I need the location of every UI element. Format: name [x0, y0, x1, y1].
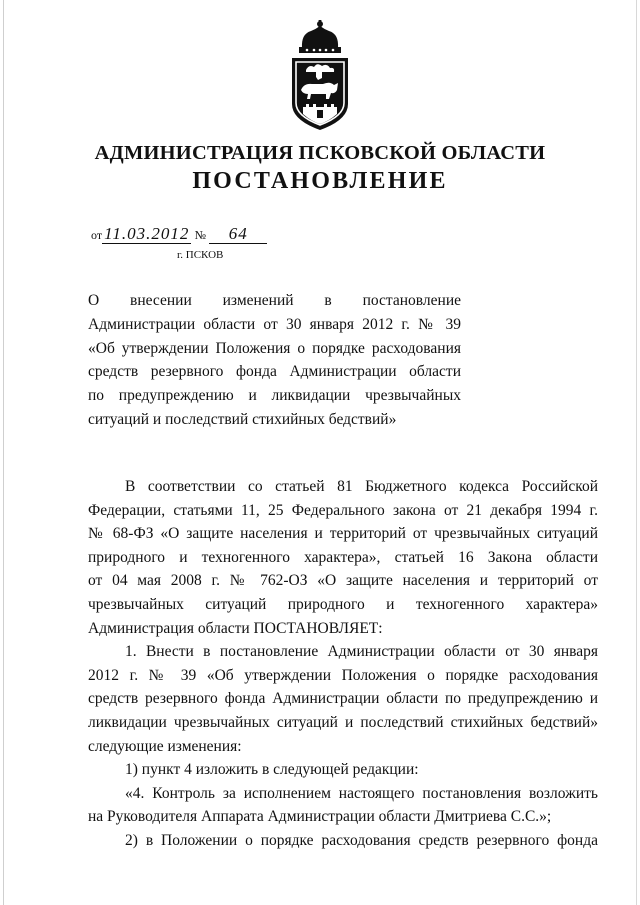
city-label: г. ПСКОВ [177, 249, 224, 261]
body-line: «4. Контроль за исполнением настоящего постановления возложить [125, 784, 598, 802]
subject-line: по предупреждению и ликвидации чрезвычайных [88, 387, 461, 405]
subject-line: О внесении изменений в постановление [88, 292, 461, 309]
body-line: Администрация области ПОСТАНОВЛЯЕТ: [88, 619, 383, 637]
subject-line: средств резервного фонда Администрации области [88, 363, 461, 381]
body-line: 2012 г. № 39 «Об утверждении Положения о порядке расходования [88, 666, 598, 684]
scan-edge-left [3, 0, 4, 905]
coat-of-arms-emblem [283, 20, 357, 132]
body-line: № 68-ФЗ «О защите населения и территорий от чрезвычайных ситуаций [88, 525, 598, 543]
body-line: природного и техногенного характера», статьей 16 Закона области [88, 548, 598, 566]
body-line: Федерации, статьями 11, 25 Федерального закона от 21 декабря 1994 г. [88, 501, 598, 519]
date-number-line [91, 225, 267, 247]
body-line: ликвидации чрезвычайных ситуаций и последствий стихийных бедствий» [88, 713, 598, 731]
body-line: В соответствии со статьей 81 Бюджетного кодекса Российской [125, 478, 598, 495]
body-line: 2) в Положении о порядке расходования средств резервного фонда [125, 831, 598, 849]
date-handwritten: 11.03.2012 [104, 224, 190, 243]
body-line: на Руководителя Аппарата Администрации области Дмитриева С.С.»; [88, 808, 552, 826]
number-prefix: № [194, 228, 207, 242]
subject-line: «Об утверждении Положения о порядке расходования [88, 339, 461, 357]
body-line: от 04 мая 2008 г. № 762-ОЗ «О защите населения и территорий от [88, 572, 598, 590]
body-line: следующие изменения: [88, 737, 242, 755]
scan-edge-right [636, 0, 637, 905]
document-type-title: ПОСТАНОВЛЕНИЕ [192, 168, 448, 194]
subject-block [88, 289, 461, 432]
body-line: средств резервного фонда Администрации области по предупреждению и [88, 690, 598, 708]
body-line: 1. Внести в постановление Администрации области от 30 января [125, 643, 598, 661]
subject-line: Администрации области от 30 января 2012 г. № 39 [88, 315, 461, 333]
body-line: 1) пункт 4 изложить в следующей редакции: [125, 761, 419, 779]
subject-line: ситуаций и последствий стихийных бедствий» [88, 410, 397, 428]
body-line: чрезвычайных ситуаций природного и техногенного характера» [88, 595, 598, 613]
date-prefix: от [91, 228, 103, 242]
number-handwritten: 64 [209, 225, 267, 244]
body-text [88, 475, 598, 853]
organization-title: АДМИНИСТРАЦИЯ ПСКОВСКОЙ ОБЛАСТИ [94, 142, 546, 164]
